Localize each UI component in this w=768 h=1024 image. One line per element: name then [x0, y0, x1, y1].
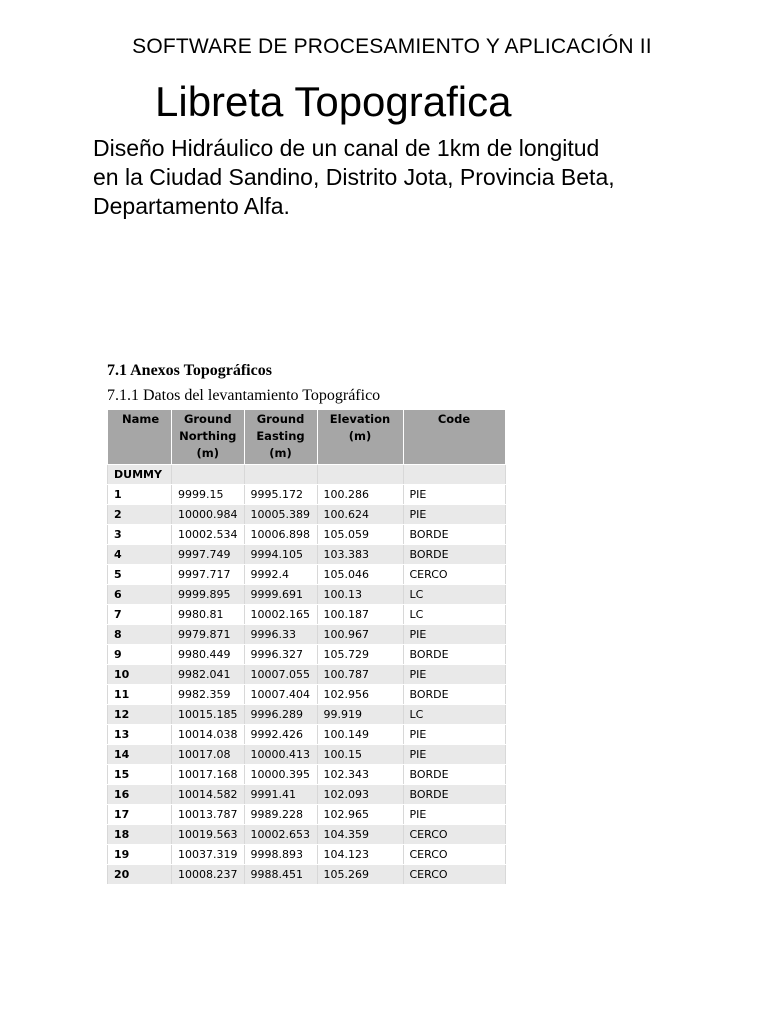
cell-code: CERCO [403, 865, 505, 885]
cell-name: 3 [108, 525, 172, 545]
cell-elevation: 102.093 [317, 785, 403, 805]
cell-northing: 10000.984 [172, 505, 245, 525]
cell-elevation: 105.729 [317, 645, 403, 665]
cell-northing: 10002.534 [172, 525, 245, 545]
survey-data-table [107, 409, 506, 885]
cell-code: PIE [403, 665, 505, 685]
cell-code: BORDE [403, 525, 505, 545]
cell-northing: 9980.449 [172, 645, 245, 665]
column-header-easting: Ground Easting (m) [244, 410, 317, 465]
cell-code: PIE [403, 625, 505, 645]
cell-easting: 9998.893 [244, 845, 317, 865]
cell-elevation: 100.967 [317, 625, 403, 645]
cell-easting: 10000.413 [244, 745, 317, 765]
cell-elevation [317, 465, 403, 485]
cell-elevation: 100.13 [317, 585, 403, 605]
cell-name: 6 [108, 585, 172, 605]
table-header-row [108, 410, 506, 465]
cell-name: 11 [108, 685, 172, 705]
cell-name: 10 [108, 665, 172, 685]
cell-elevation: 100.286 [317, 485, 403, 505]
cell-elevation: 103.383 [317, 545, 403, 565]
section-title: 7.1 Anexos Topográficos [107, 362, 272, 379]
cell-easting: 9996.33 [244, 625, 317, 645]
cell-easting: 9989.228 [244, 805, 317, 825]
table-row [108, 825, 506, 845]
column-header-elevation: Elevation (m) [317, 410, 403, 465]
table-row [108, 765, 506, 785]
cell-easting: 9988.451 [244, 865, 317, 885]
cell-easting: 10007.055 [244, 665, 317, 685]
cell-elevation: 100.187 [317, 605, 403, 625]
cell-name: 12 [108, 705, 172, 725]
column-header-name: Name [108, 410, 172, 465]
cell-easting: 9995.172 [244, 485, 317, 505]
cell-name: 19 [108, 845, 172, 865]
table-row [108, 805, 506, 825]
description-line: en la Ciudad Sandino, Distrito Jota, Provincia Beta, [93, 164, 615, 190]
cell-northing [172, 465, 245, 485]
table-row [108, 485, 506, 505]
cell-elevation: 105.046 [317, 565, 403, 585]
cell-name: 1 [108, 485, 172, 505]
table-row [108, 585, 506, 605]
description-line: Departamento Alfa. [93, 193, 290, 219]
table-row [108, 725, 506, 745]
cell-northing: 9982.041 [172, 665, 245, 685]
cell-northing: 9999.895 [172, 585, 245, 605]
cell-northing: 9980.81 [172, 605, 245, 625]
table-row [108, 625, 506, 645]
cell-code: LC [403, 605, 505, 625]
cell-northing: 10013.787 [172, 805, 245, 825]
cell-elevation: 105.059 [317, 525, 403, 545]
table-row [108, 505, 506, 525]
cell-northing: 10008.237 [172, 865, 245, 885]
cell-code: CERCO [403, 565, 505, 585]
table-row [108, 745, 506, 765]
table-row [108, 565, 506, 585]
cell-elevation: 102.343 [317, 765, 403, 785]
cell-elevation: 100.15 [317, 745, 403, 765]
cell-elevation: 99.919 [317, 705, 403, 725]
cell-easting: 9991.41 [244, 785, 317, 805]
table-row [108, 605, 506, 625]
cell-easting: 9994.105 [244, 545, 317, 565]
table-row [108, 545, 506, 565]
cell-name: 7 [108, 605, 172, 625]
cell-elevation: 100.787 [317, 665, 403, 685]
cell-easting: 10005.389 [244, 505, 317, 525]
cell-elevation: 102.956 [317, 685, 403, 705]
table-row [108, 705, 506, 725]
cell-elevation: 104.359 [317, 825, 403, 845]
cell-code: BORDE [403, 785, 505, 805]
cell-easting: 9992.426 [244, 725, 317, 745]
cell-easting: 9992.4 [244, 565, 317, 585]
cell-code: CERCO [403, 825, 505, 845]
cell-code: BORDE [403, 645, 505, 665]
cell-elevation: 104.123 [317, 845, 403, 865]
cell-easting [244, 465, 317, 485]
cell-northing: 10014.038 [172, 725, 245, 745]
cell-code: CERCO [403, 845, 505, 865]
cell-northing: 10017.08 [172, 745, 245, 765]
cell-code: BORDE [403, 765, 505, 785]
table-row [108, 525, 506, 545]
cell-name: 17 [108, 805, 172, 825]
cell-name: 14 [108, 745, 172, 765]
cell-easting: 10007.404 [244, 685, 317, 705]
cell-northing: 10015.185 [172, 705, 245, 725]
cell-name: 16 [108, 785, 172, 805]
description-line: Diseño Hidráulico de un canal de 1km de longitud [93, 135, 600, 161]
cell-name: DUMMY [108, 465, 172, 485]
subsection-title: 7.1.1 Datos del levantamiento Topográfico [107, 387, 381, 404]
document-header: SOFTWARE DE PROCESAMIENTO Y APLICACIÓN II [132, 35, 652, 58]
cell-northing: 9999.15 [172, 485, 245, 505]
cell-easting: 10002.165 [244, 605, 317, 625]
cell-easting: 9999.691 [244, 585, 317, 605]
cell-northing: 9982.359 [172, 685, 245, 705]
cell-name: 20 [108, 865, 172, 885]
document-title: Libreta Topografica [155, 78, 512, 125]
cell-easting: 10006.898 [244, 525, 317, 545]
cell-code: LC [403, 705, 505, 725]
column-header-northing: Ground Northing (m) [172, 410, 245, 465]
cell-code: PIE [403, 805, 505, 825]
column-header-code: Code [403, 410, 505, 465]
cell-northing: 9997.717 [172, 565, 245, 585]
cell-northing: 10014.582 [172, 785, 245, 805]
cell-northing: 9979.871 [172, 625, 245, 645]
cell-name: 8 [108, 625, 172, 645]
cell-northing: 10019.563 [172, 825, 245, 845]
table-row [108, 845, 506, 865]
cell-name: 4 [108, 545, 172, 565]
cell-code: PIE [403, 725, 505, 745]
cell-easting: 9996.327 [244, 645, 317, 665]
table-body [108, 465, 506, 885]
table-row [108, 785, 506, 805]
cell-name: 2 [108, 505, 172, 525]
cell-code: LC [403, 585, 505, 605]
project-description [93, 134, 693, 221]
cell-code [403, 465, 505, 485]
cell-elevation: 105.269 [317, 865, 403, 885]
cell-code: BORDE [403, 545, 505, 565]
cell-code: PIE [403, 485, 505, 505]
table-row [108, 465, 506, 485]
cell-name: 9 [108, 645, 172, 665]
cell-code: PIE [403, 745, 505, 765]
cell-name: 13 [108, 725, 172, 745]
cell-northing: 9997.749 [172, 545, 245, 565]
table-row [108, 865, 506, 885]
cell-name: 18 [108, 825, 172, 845]
cell-name: 5 [108, 565, 172, 585]
table-row [108, 665, 506, 685]
cell-elevation: 100.149 [317, 725, 403, 745]
cell-northing: 10037.319 [172, 845, 245, 865]
cell-northing: 10017.168 [172, 765, 245, 785]
cell-code: BORDE [403, 685, 505, 705]
cell-easting: 10002.653 [244, 825, 317, 845]
cell-easting: 10000.395 [244, 765, 317, 785]
cell-name: 15 [108, 765, 172, 785]
table-row [108, 645, 506, 665]
cell-elevation: 100.624 [317, 505, 403, 525]
cell-code: PIE [403, 505, 505, 525]
table-row [108, 685, 506, 705]
cell-easting: 9996.289 [244, 705, 317, 725]
cell-elevation: 102.965 [317, 805, 403, 825]
